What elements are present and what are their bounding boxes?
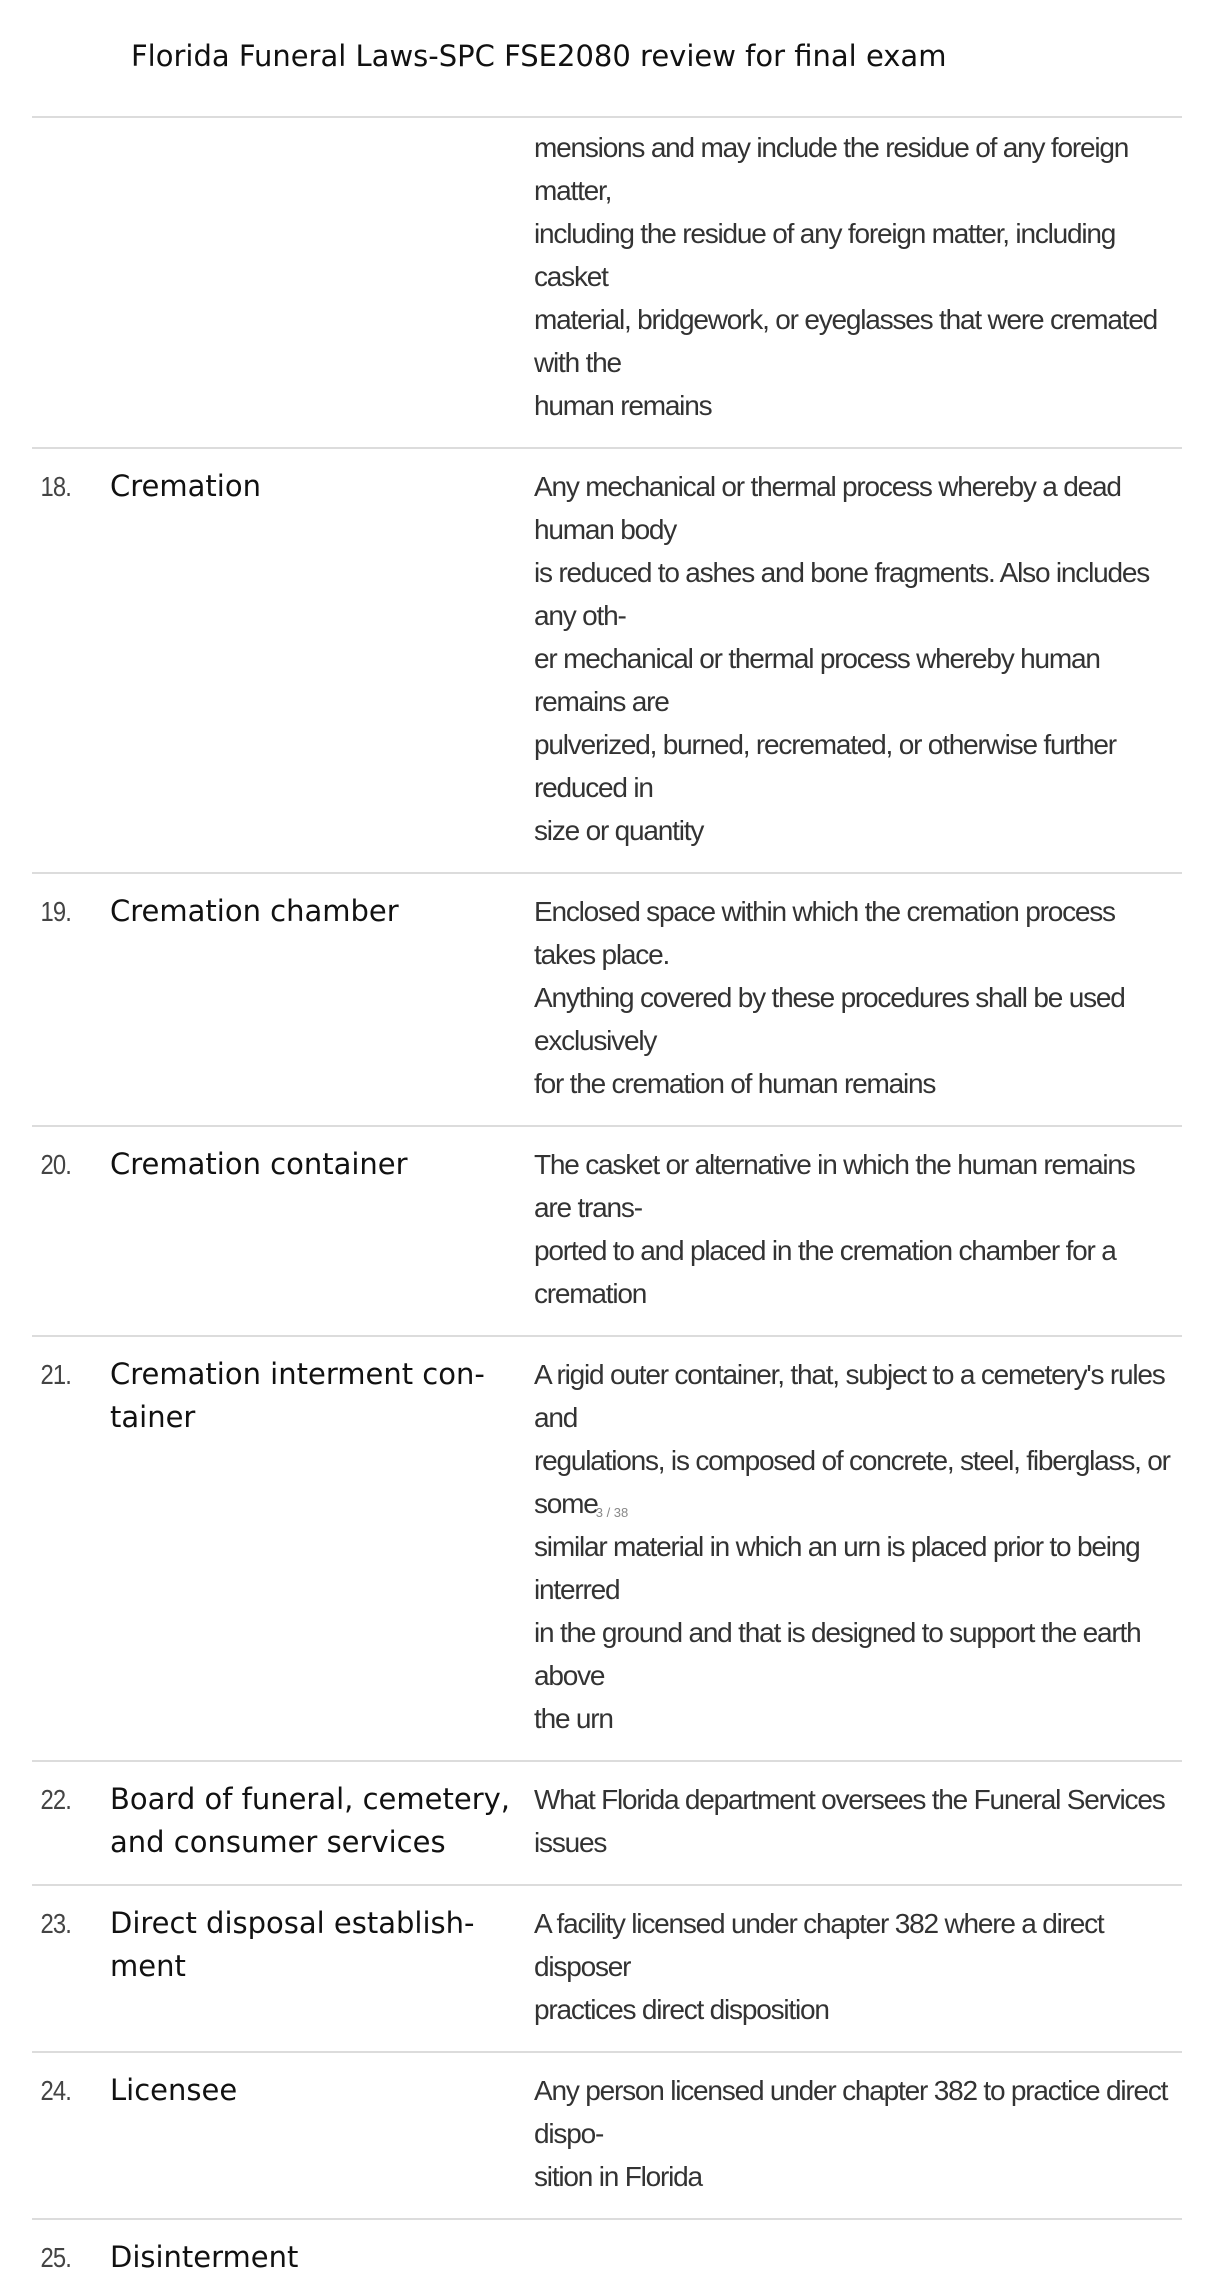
definition-line: the urn: [534, 1703, 613, 1734]
card-definition: [534, 1143, 1182, 1315]
definition-line: similar material in which an urn is placed prior to being interred: [534, 1531, 1140, 1605]
definition-line: mensions and may include the residue of any foreign matter,: [534, 132, 1129, 206]
table-row-continued: [32, 116, 1182, 447]
term-line: ment: [110, 1949, 186, 1983]
page-title: Florida Funeral Laws-SPC FSE2080 review for final exam: [131, 39, 947, 73]
table-row: [32, 1884, 1182, 2051]
definition-line: size or quantity: [534, 815, 704, 846]
definition-line: is reduced to ashes and bone fragments. Also includes any oth-: [534, 557, 1150, 631]
term-line: Cremation chamber: [110, 894, 399, 928]
definition-line: sition in Florida: [534, 2161, 702, 2192]
definition-line: pulverized, burned, recremated, or otherwise further reduced in: [534, 729, 1116, 803]
card-definition: [534, 1902, 1182, 2031]
card-definition: [534, 1778, 1182, 1864]
card-definition: [534, 890, 1182, 1105]
definition-line: Enclosed space within which the cremation process takes place.: [534, 896, 1115, 970]
card-definition: [534, 126, 1182, 427]
table-row: [32, 2218, 1182, 2289]
definition-line: The casket or alternative in which the human remains are trans-: [534, 1149, 1135, 1223]
term-line: Cremation container: [110, 1147, 408, 1181]
definition-line: practices direct disposition: [534, 1994, 829, 2025]
definition-line: material, bridgework, or eyeglasses that were cremated with the: [534, 304, 1158, 378]
card-term: [110, 1902, 534, 1988]
definition-line: Anything covered by these procedures shall be used exclusively: [534, 982, 1125, 1056]
card-term: [110, 1778, 534, 1864]
card-term: [110, 890, 534, 933]
term-line: Direct disposal establish-: [110, 1906, 475, 1940]
term-line: Disinterment: [110, 2240, 299, 2274]
card-definition: [534, 1353, 1182, 1740]
term-line: Board of funeral, cemetery,: [110, 1782, 511, 1816]
definition-line: regulations, is composed of concrete, steel, fiberglass, or some: [534, 1445, 1170, 1519]
card-number: 23.: [40, 1908, 72, 1939]
card-term: [110, 1143, 534, 1186]
term-line: Cremation interment con-: [110, 1357, 485, 1391]
page-number: 3 / 38: [595, 1505, 629, 1520]
term-line: Cremation: [110, 469, 261, 503]
term-line: Licensee: [110, 2073, 238, 2107]
card-definition: [534, 2069, 1182, 2198]
card-definition: [534, 465, 1182, 852]
definition-line: Any mechanical or thermal process whereby a dead human body: [534, 471, 1121, 545]
card-number: 19.: [40, 896, 72, 927]
term-line: tainer: [110, 1400, 196, 1434]
card-number: 25.: [40, 2242, 72, 2273]
definition-line: in the ground and that is designed to support the earth above: [534, 1617, 1141, 1691]
definition-line: A rigid outer container, that, subject to a cemetery's rules and: [534, 1359, 1165, 1433]
definition-line: ported to and placed in the cremation chamber for a cremation: [534, 1235, 1116, 1309]
table-row: [32, 2051, 1182, 2218]
flashcard-table: [32, 116, 1182, 2289]
definition-line: A facility licensed under chapter 382 where a direct disposer: [534, 1908, 1104, 1982]
card-term: [110, 465, 534, 508]
card-number: 18.: [40, 471, 72, 502]
definition-line: er mechanical or thermal process whereby human remains are: [534, 643, 1100, 717]
table-row: [32, 447, 1182, 872]
definition-line: including the residue of any foreign matter, including casket: [534, 218, 1116, 292]
definition-line: What Florida department oversees the Funeral Services issues: [534, 1784, 1165, 1858]
table-row: [32, 1125, 1182, 1335]
term-line: and consumer services: [110, 1825, 446, 1859]
card-number: 20.: [40, 1149, 72, 1180]
card-number: 21.: [40, 1359, 72, 1390]
table-row: [32, 1760, 1182, 1884]
definition-line: human remains: [534, 390, 712, 421]
table-row: [32, 872, 1182, 1125]
card-number: 22.: [40, 1784, 72, 1815]
card-number: 24.: [40, 2075, 72, 2106]
card-term: [110, 2236, 534, 2279]
card-term: [110, 1353, 534, 1439]
card-term: [110, 2069, 534, 2112]
table-row: [32, 1335, 1182, 1760]
definition-line: for the cremation of human remains: [534, 1068, 936, 1099]
definition-line: Any person licensed under chapter 382 to practice direct dispo-: [534, 2075, 1168, 2149]
